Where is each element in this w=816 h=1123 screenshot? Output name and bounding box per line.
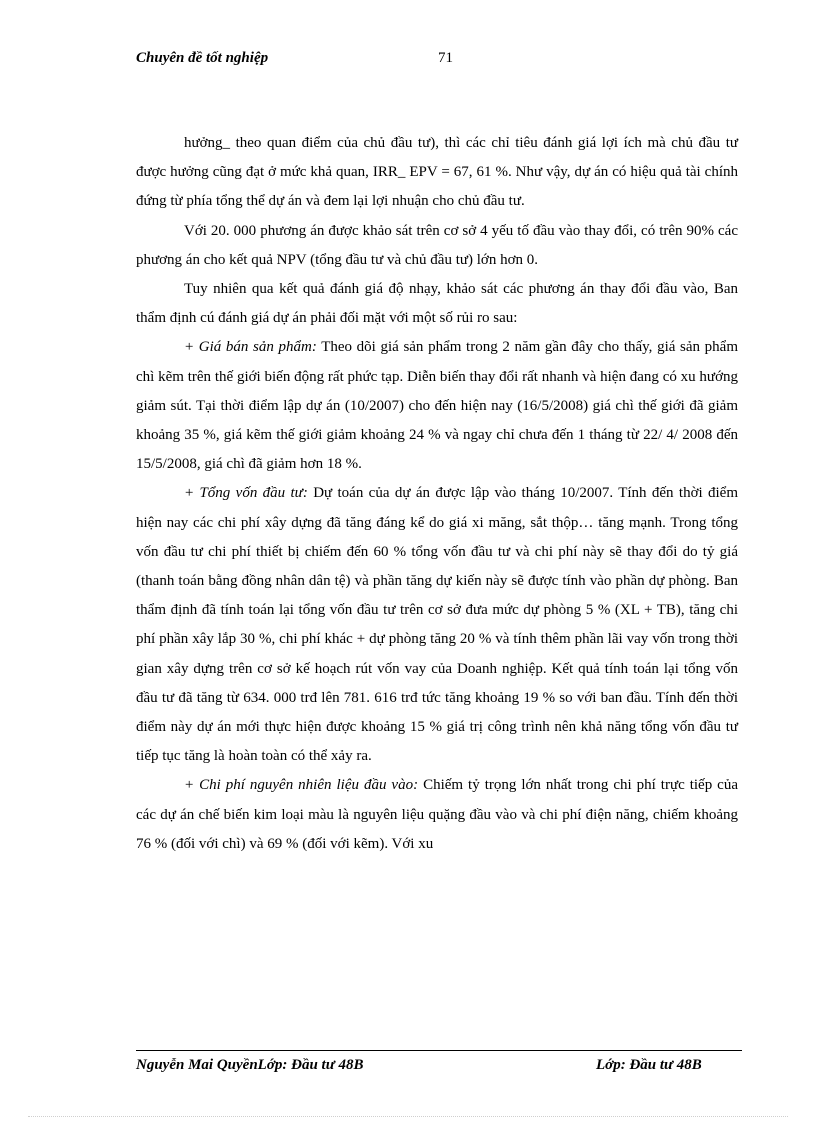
paragraph-risk-materials	[136, 771, 738, 859]
footer-class: Lớp: Đầu tư 48B	[596, 1057, 702, 1073]
risk-price-text: Theo dõi giá sản phẩm trong 2 năm gần đây cho thấy, giá sản phẩm chì kẽm trên thế giới biến động rất phức tạp. Diễn biến thay đổi rất nhanh và hiện đang có xu hướng giảm sút. Tại thời điểm lập dự án (10/2007) cho đến hiện nay (16/5/2008) giá chì thế giới đã giảm khoảng 35 %, giá kẽm thế giới giảm khoảng 24 % và ngay chỉ chưa đến 1 tháng từ 22/ 4/ 2008 đến 15/5/2008, giá chì đã giảm hơn 18 %.	[136, 339, 738, 473]
footer-author: Nguyễn Mai QuyềnLớp: Đầu tư 48B	[136, 1057, 364, 1073]
paragraph-risk-price	[136, 333, 738, 479]
page-header	[136, 48, 746, 72]
risk-materials-label: + Chi phí nguyên nhiên liệu đầu vào:	[184, 777, 419, 794]
paragraph-risks-intro: Tuy nhiên qua kết quả đánh giá độ nhạy, khảo sát các phương án thay đổi đầu vào, Ban thẩm định cú đánh giá dự án phải đối mặt với một số rủi ro sau:	[136, 281, 738, 327]
document-body	[136, 129, 738, 859]
paragraph-scenarios: Với 20. 000 phương án được khảo sát trên cơ sở 4 yếu tố đầu vào thay đổi, có trên 90% các phương án cho kết quả NPV (tổng đầu tư và chủ đầu tư) lớn hơn 0.	[136, 222, 738, 268]
footer-divider	[136, 1050, 742, 1051]
risk-materials-text: Chiếm tỷ trọng lớn nhất trong chi phí trực tiếp của các dự án chế biến kim loại màu là nguyên liệu quặng đầu vào và chi phí điện năng, chiếm khoảng 76 % (đối với chì) và 69 % (đối với kẽm). Với xu	[136, 777, 739, 852]
page-number: 71	[438, 50, 453, 66]
page-bottom-border	[28, 1116, 788, 1117]
paragraph-risk-capital	[136, 479, 738, 771]
risk-capital-text: Dự toán của dự án được lập vào tháng 10/2007. Tính đến thời điểm hiện nay các chi phí xây dựng đã tăng đáng kể do giá xi măng, sắt thộp… tăng mạnh. Trong tổng vốn đầu tư chi phí thiết bị chiếm đến 60 % tổng vốn đầu tư và chi phí này sẽ thay đổi do tỷ giá (thanh toán bằng đồng nhân dân tệ) và phần tăng dự kiến này sẽ được tính vào phần dự phòng. Ban thẩm định đã tính toán lại tổng vốn đầu tư trên cơ sở đưa mức dự phòng 5 % (XL + TB), tăng chi phí phần xây lắp 30 %, chi phí khác + dự phòng tăng 20 % và tính thêm phần lãi vay vốn trong thời gian xây dựng trên cơ sở kế hoạch rút vốn vay của Doanh nghiệp. Kết quả tính toán lại tổng vốn đầu tư đã tăng từ 634. 000 trđ lên 781. 616 trđ tức tăng khoảng 19 % so với ban đầu. Tính đến thời điểm này dự án mới thực hiện được khoảng 15 % giá trị công trình nên khả năng tổng vốn đầu tư tiếp tục tăng là hoàn toàn có thể xảy ra.	[136, 485, 739, 765]
risk-price-label: + Giá bán sản phẩm:	[184, 339, 317, 356]
risk-capital-label: + Tổng vốn đầu tư:	[184, 485, 308, 502]
paragraph-continuation: hưởng_ theo quan điểm của chủ đầu tư), thì các chỉ tiêu đánh giá lợi ích mà chủ đầu tư được hưởng cũng đạt ở mức khả quan, IRR_ EPV = 67, 61 %. Như vậy, dự án có hiệu quả tài chính đứng từ phía tổng thể dự án và đem lại lợi nhuận cho chủ đầu tư.	[136, 135, 738, 210]
header-title: Chuyên đề tốt nghiệp	[136, 50, 269, 66]
